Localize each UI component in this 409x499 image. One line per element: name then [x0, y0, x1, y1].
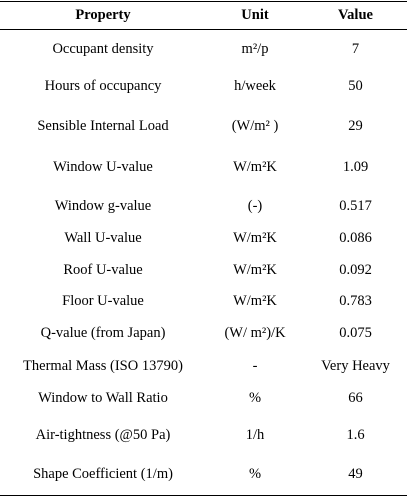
bottom-rule — [0, 495, 407, 496]
value-cell: 0.517 — [339, 197, 372, 214]
unit-cell: 1/h — [245, 426, 265, 443]
property-cell: Sensible Internal Load — [37, 117, 169, 134]
unit-cell: (W/ m²)/K — [224, 324, 286, 341]
header-row — [0, 4, 407, 26]
property-cell: Floor U-value — [62, 292, 144, 309]
header-unit: Unit — [241, 6, 269, 23]
value-cell: 66 — [348, 389, 363, 406]
unit-cell: W/m²K — [233, 261, 277, 278]
unit-cell: W/m²K — [233, 229, 277, 246]
table-row — [0, 73, 407, 99]
property-cell: Occupant density — [52, 40, 154, 57]
value-cell: 0.086 — [339, 229, 372, 246]
header-value: Value — [338, 6, 373, 23]
table-row — [0, 36, 407, 62]
value-cell: 0.092 — [339, 261, 372, 278]
header-rule — [0, 29, 407, 30]
property-cell: Window U-value — [53, 158, 153, 175]
value-cell: 0.075 — [339, 324, 372, 341]
table-row — [0, 113, 407, 139]
unit-cell: (W/m² ) — [231, 117, 279, 134]
property-cell: Q-value (from Japan) — [40, 324, 166, 341]
property-cell: Hours of occupancy — [44, 77, 162, 94]
value-cell: 7 — [351, 40, 360, 57]
value-cell: 1.09 — [342, 158, 369, 175]
table-row — [0, 422, 407, 448]
value-cell: 0.783 — [339, 292, 372, 309]
property-cell: Window to Wall Ratio — [38, 389, 168, 406]
property-cell: Window g-value — [54, 197, 152, 214]
unit-cell: h/week — [234, 77, 276, 94]
unit-cell: (-) — [247, 197, 263, 214]
value-cell: 50 — [348, 77, 363, 94]
unit-cell: W/m²K — [233, 158, 277, 175]
table-row — [0, 288, 407, 314]
top-rule — [0, 1, 407, 2]
unit-cell: m²/p — [241, 40, 269, 57]
unit-cell: - — [252, 357, 258, 374]
property-cell: Roof U-value — [63, 261, 143, 278]
unit-cell: W/m²K — [233, 292, 277, 309]
property-cell: Shape Coefficient (1/m) — [33, 465, 173, 482]
value-cell: Very Heavy — [321, 357, 390, 374]
value-cell: 1.6 — [346, 426, 365, 443]
property-cell: Wall U-value — [64, 229, 142, 246]
property-cell: Air-tightness (@50 Pa) — [35, 426, 171, 443]
property-cell: Thermal Mass (ISO 13790) — [23, 357, 183, 374]
table-row — [0, 320, 407, 346]
table-row — [0, 154, 407, 180]
header-property: Property — [75, 6, 131, 23]
table-row — [0, 353, 407, 379]
table-row — [0, 257, 407, 283]
unit-cell: % — [248, 389, 262, 406]
value-cell: 49 — [348, 465, 363, 482]
table-row — [0, 385, 407, 411]
value-cell: 29 — [348, 117, 363, 134]
unit-cell: % — [248, 465, 262, 482]
table-row — [0, 461, 407, 487]
table-row — [0, 193, 407, 219]
table-row — [0, 225, 407, 251]
